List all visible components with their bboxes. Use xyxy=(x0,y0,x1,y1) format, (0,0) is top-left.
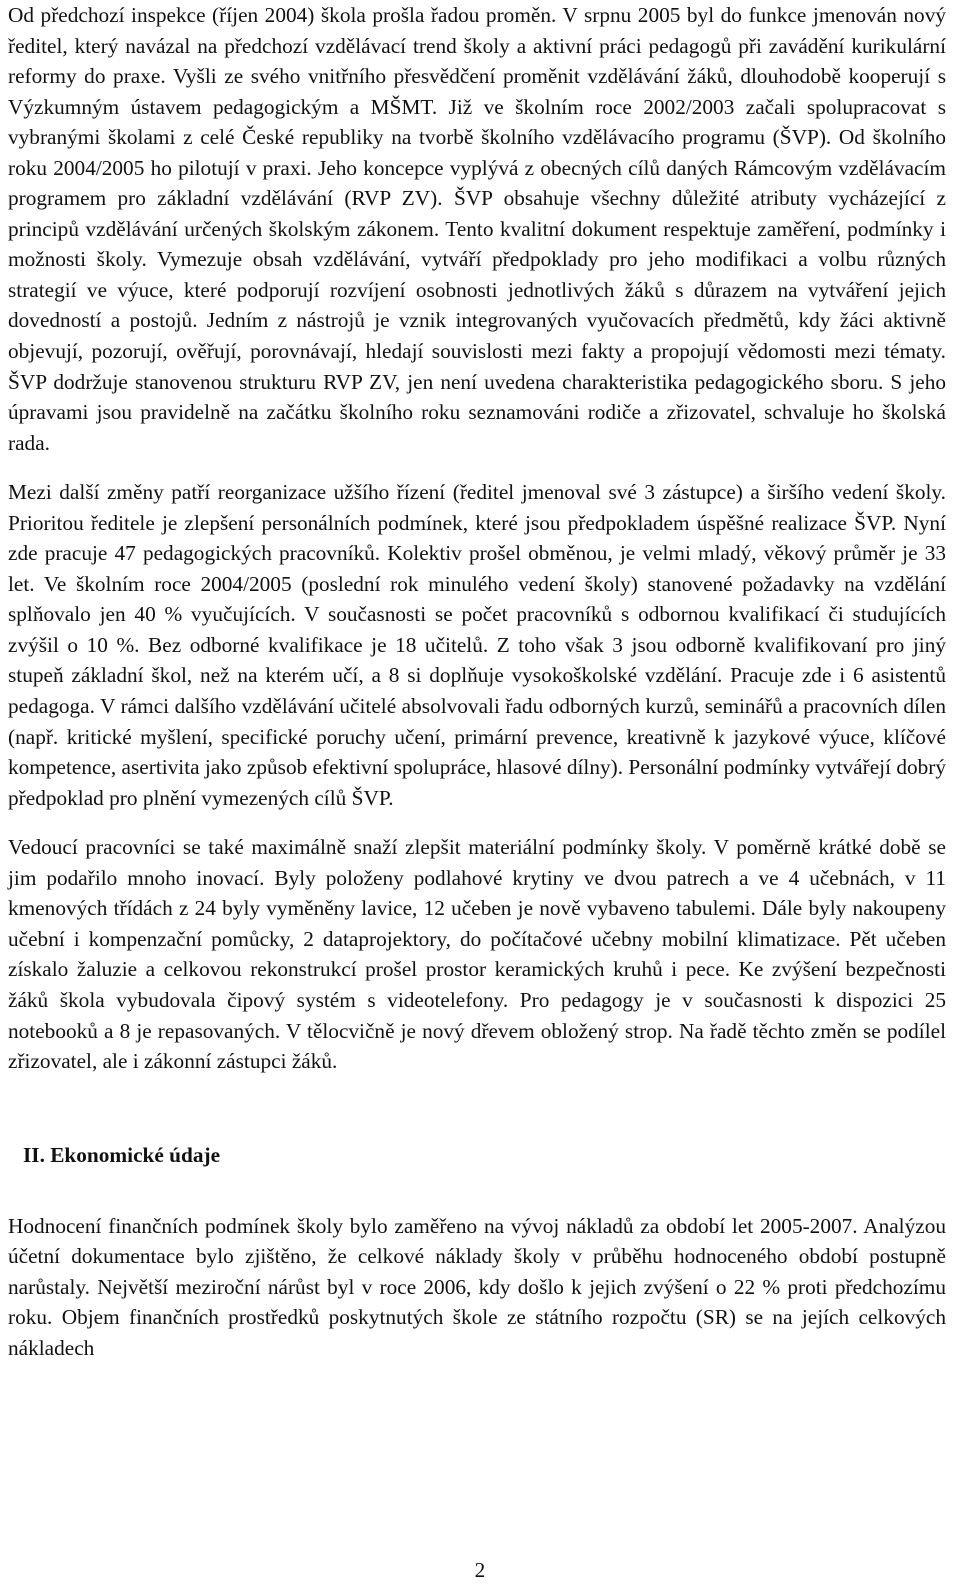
paragraph-school-changes: Od předchozí inspekce (říjen 2004) škola prošla řadou proměn. V srpnu 2005 byl do funkce jmenován nový ředitel, který navázal na předchozí vzdělávací trend školy a aktivní práci pedagogů při zavádění kurikulární reformy do praxe. Vyšli ze svého vnitřního přesvědčení proměnit vzdělávání žáků, dlouhodobě kooperují s Výzkumným ústavem pedagogickým a MŠMT. Již ve školním roce 2002/2003 začali spolupracovat s vybranými školami z celé České republiky na tvorbě školního vzdělávacího programu (ŠVP). Od školního roku 2004/2005 ho pilotují v praxi. Jeho koncepce vyplývá z obecných cílů daných Rámcovým vzdělávacím programem pro základní vzdělávání (RVP ZV). ŠVP obsahuje všechny důležité atributy vycházející z principů vzdělávání určených školským zákonem. Tento kvalitní dokument respektuje zaměření, podmínky i možnosti školy. Vymezuje obsah vzdělávání, vytváří předpoklady pro jeho modifikaci a volbu různých strategií ve výuce, které podporují rozvíjení osobnosti jednotlivých žáků s důrazem na vytváření jejich dovedností a postojů. Jedním z nástrojů je vznik integrovaných vyučovacích předmětů, kdy žáci aktivně objevují, pozorují, ověřují, porovnávají, hledají souvislosti mezi fakty a propojují vědomosti mezi tématy. ŠVP dodržuje stanovenou strukturu RVP ZV, jen není uvedena charakteristika pedagogického sboru. S jeho úpravami jsou pravidelně na začátku školního roku seznamováni rodiče a zřizovatel, schvaluje ho školská rada. xyxy=(8,3,946,455)
page-number: 2 xyxy=(474,1558,486,1582)
paragraph-personnel: Mezi další změny patří reorganizace užšího řízení (ředitel jmenoval své 3 zástupce) a širšího vedení školy. Prioritou ředitele je zlepšení personálních podmínek, které jsou předpokladem úspěšné realizace ŠVP. Nyní zde pracuje 47 pedagogických pracovníků. Kolektiv prošel obměnou, je velmi mladý, věkový průměr je 33 let. Ve školním roce 2004/2005 (poslední rok minulého vedení školy) stanovené požadavky na vzdělání splňovalo jen 40 % vyučujících. V současnosti se počet pracovníků s odbornou kvalifikací či studujících zvýšil o 10 %. Bez odborné kvalifikace je 18 učitelů. Z toho však 3 jsou odborně kvalifikovaní pro jiný stupeň základní škol, než na kterém učí, a 8 si doplňuje vysokoškolské vzdělání. Pracuje zde i 6 asistentů pedagoga. V rámci dalšího vzdělávání učitelé absolvovali řadu odborných kurzů, seminářů a pracovních dílen (např. kritické myšlení, specifické poruchy učení, primární prevence, kreativně k jazykové výuce, klíčové kompetence, asertivita jako způsob efektivní spolupráce, hlasové dílny). Personální podmínky vytvářejí dobrý předpoklad pro plnění vymezených cílů ŠVP. xyxy=(8,480,947,810)
paragraph-material-conditions: Vedoucí pracovníci se také maximálně snaží zlepšit materiální podmínky školy. V poměrně krátké době se jim podařilo mnoho inovací. Byly položeny podlahové krytiny ve dvou patrech a ve 4 učebnách, v 11 kmenových třídách z 24 byly vyměněny lavice, 12 učeben je nově vybaveno tabulemi. Dále byly nakoupeny učební i kompenzační pomůcky, 2 dataprojektory, do počítačové učebny mobilní klimatizace. Pět učeben získalo žaluzie a celkovou rekonstrukcí prošel prostor keramických kruhů i pece. Ke zvýšení bezpečnosti žáků škola vybudovala čipový systém s videotelefony. Pro pedagogy je v současnosti k dispozici 25 notebooků a 8 je repasovaných. V tělocvičně je nový dřevem obložený strop. Na řadě těchto změn se podílel zřizovatel, ale i zákonní zástupci žáků. xyxy=(8,835,946,1074)
section-heading-economics: II. Ekonomické údaje xyxy=(23,1142,221,1167)
paragraph-financial-conditions: Hodnocení finančních podmínek školy bylo zaměřeno na vývoj nákladů za období let 2005-2007. Analýzou účetní dokumentace bylo zjištěno, že celkové náklady školy v průběhu hodnoceného období postupně narůstaly. Největší meziroční nárůst byl v roce 2006, kdy došlo k jejich zvýšení o 22 % proti předchozímu roku. Objem finančních prostředků poskytnutých škole ze státního rozpočtu (SR) se na jejích celkových nákladech xyxy=(8,1213,946,1360)
document-page xyxy=(8,0,946,1363)
